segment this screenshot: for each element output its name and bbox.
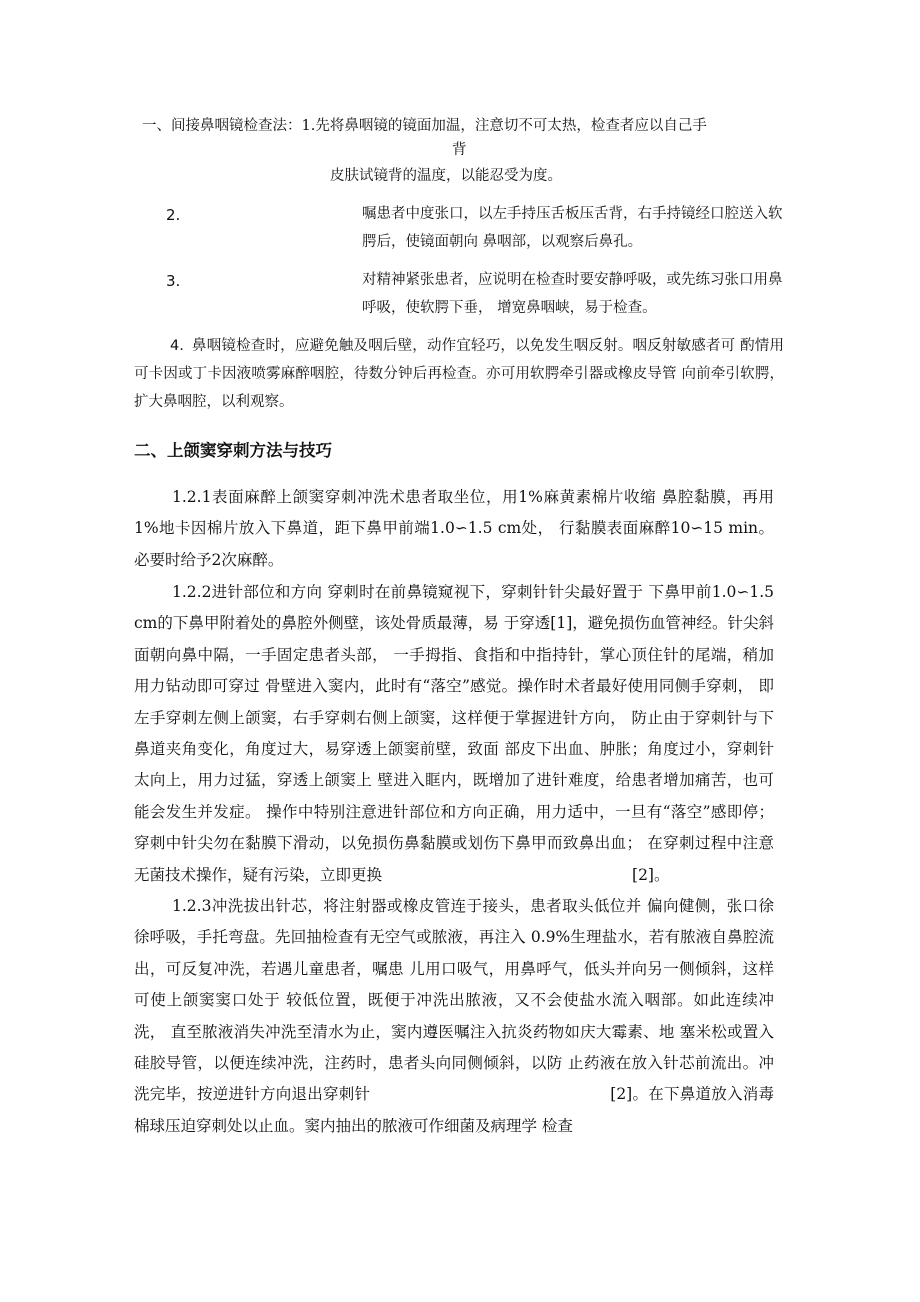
section1-item2-number: 2.	[166, 206, 181, 224]
section2-para2-ref: [2]。	[632, 865, 670, 884]
section2-para2-text: 1.2.2进针部位和方向 穿刺时在前鼻镜窥视下，穿刺针针尖最好置于 下鼻甲前1.0∽1.5 cm的下鼻甲附着处的鼻腔外侧壁，该处骨质最薄，易 于穿透[1]，避免损伤血管神经。针尖斜面朝向鼻中隔，一手固定患者头部， 一手拇指、食指和中指持针，掌心顶住针的尾端，稍加用力钻动即可穿过 骨壁进入窦内，此时有“落空”感觉。操作时术者最好使用同侧手穿刺， 即左手穿刺左侧上颌窦，右手穿刺右侧上颌窦，这样便于掌握进针方向， 防止由于穿刺针与下鼻道夹角变化，角度过大，易穿透上颌窦前壁，致面 部皮下出血、肿胀；角度过小，穿刺针太向上，用力过猛，穿透上颌窦上 壁进入眶内，既增加了进针难度，给患者增加痛苦，也可能会发生并发症。 操作中特别注意进针部位和方向正确，用力适中，一旦有“落空”感即停； 穿刺中针尖勿在黏膜下滑动，以免损伤鼻黏膜或划伤下鼻甲而致鼻出血； 在穿刺过程中注意无菌技术操作，疑有污染，立即更换	[134, 583, 774, 884]
section1-item4-number: 4.	[170, 338, 184, 354]
section1-item1-line1: 一、间接鼻咽镜检查法：1.先将鼻咽镜的镜面加温，注意切不可太热，检查者应以自己手	[142, 118, 707, 134]
section1-item1-line2: 背	[452, 142, 467, 158]
section1-item3-text: 对精神紧张患者，应说明在检查时要安静呼吸，或先练习张口用鼻呼吸，使软腭下垂， 增宽鼻咽峡，易于检查。	[362, 272, 783, 316]
section1-item3-number: 3.	[166, 272, 181, 290]
section2-heading: 二、上颌窦穿刺方法与技巧	[134, 441, 332, 460]
section1-item2-text: 嘱患者中度张口，以左手持压舌板压舌背，右手持镜经口腔送入软腭后，使镜面朝向 鼻咽部，以观察后鼻孔。	[362, 206, 783, 250]
section2-para3	[134, 891, 774, 1142]
section1-item1-line3: 皮肤试镜背的温度，以能忍受为度。	[330, 168, 562, 184]
section2-para3-ref: [2]。	[610, 1085, 649, 1104]
section1-item4-text: 鼻咽镜检查时，应避免触及咽后壁，动作宜轻巧，以免发生咽反射。咽反射敏感者可 酌情用可卡因或丁卡因液喷雾麻醉咽腔，待数分钟后再检查。亦可用软腭牵引器或橡皮导管 向前牵引软腭，扩大鼻咽腔，以利观察。	[134, 338, 784, 410]
section2-para3-tail: 在下鼻道放入消毒棉球压迫穿刺处以止血。窦内抽出的脓液可作细菌及病理学 检查	[134, 1085, 774, 1135]
section2-para2	[134, 577, 774, 891]
section1-item4	[134, 332, 784, 416]
section2-para1: 1.2.1表面麻醉上颌窦穿刺冲洗术患者取坐位，用1%麻黄素棉片收缩 鼻腔黏膜，再用1%地卡因棉片放入下鼻道，距下鼻甲前端1.0∽1.5 cm处， 行黏膜表面麻醉10∽15 min。必要时给予2次麻醉。	[134, 488, 774, 569]
section2-para3-text: 1.2.3冲洗拔出针芯，将注射器或橡皮管连于接头，患者取头低位并 偏向健侧，张口徐徐呼吸，手托弯盘。先回抽检查有无空气或脓液，再注入 0.9%生理盐水，若有脓液自鼻腔流出，可反复冲洗，若遇儿童患者，嘱患 儿用口吸气，用鼻呼气，低头并向另一侧倾斜，这样可使上颌窦窦口处于 较低位置，既便于冲洗出脓液，又不会使盐水流入咽部。如此连续冲洗， 直至脓液消失冲洗至清水为止，窦内遵医嘱注入抗炎药物如庆大霉素、地 塞米松或置入硅胶导管，以便连续冲洗，注药时，患者头向同侧倾斜，以防 止药液在放入针芯前流出。冲洗完毕，按逆进针方向退出穿刺针	[134, 897, 774, 1104]
